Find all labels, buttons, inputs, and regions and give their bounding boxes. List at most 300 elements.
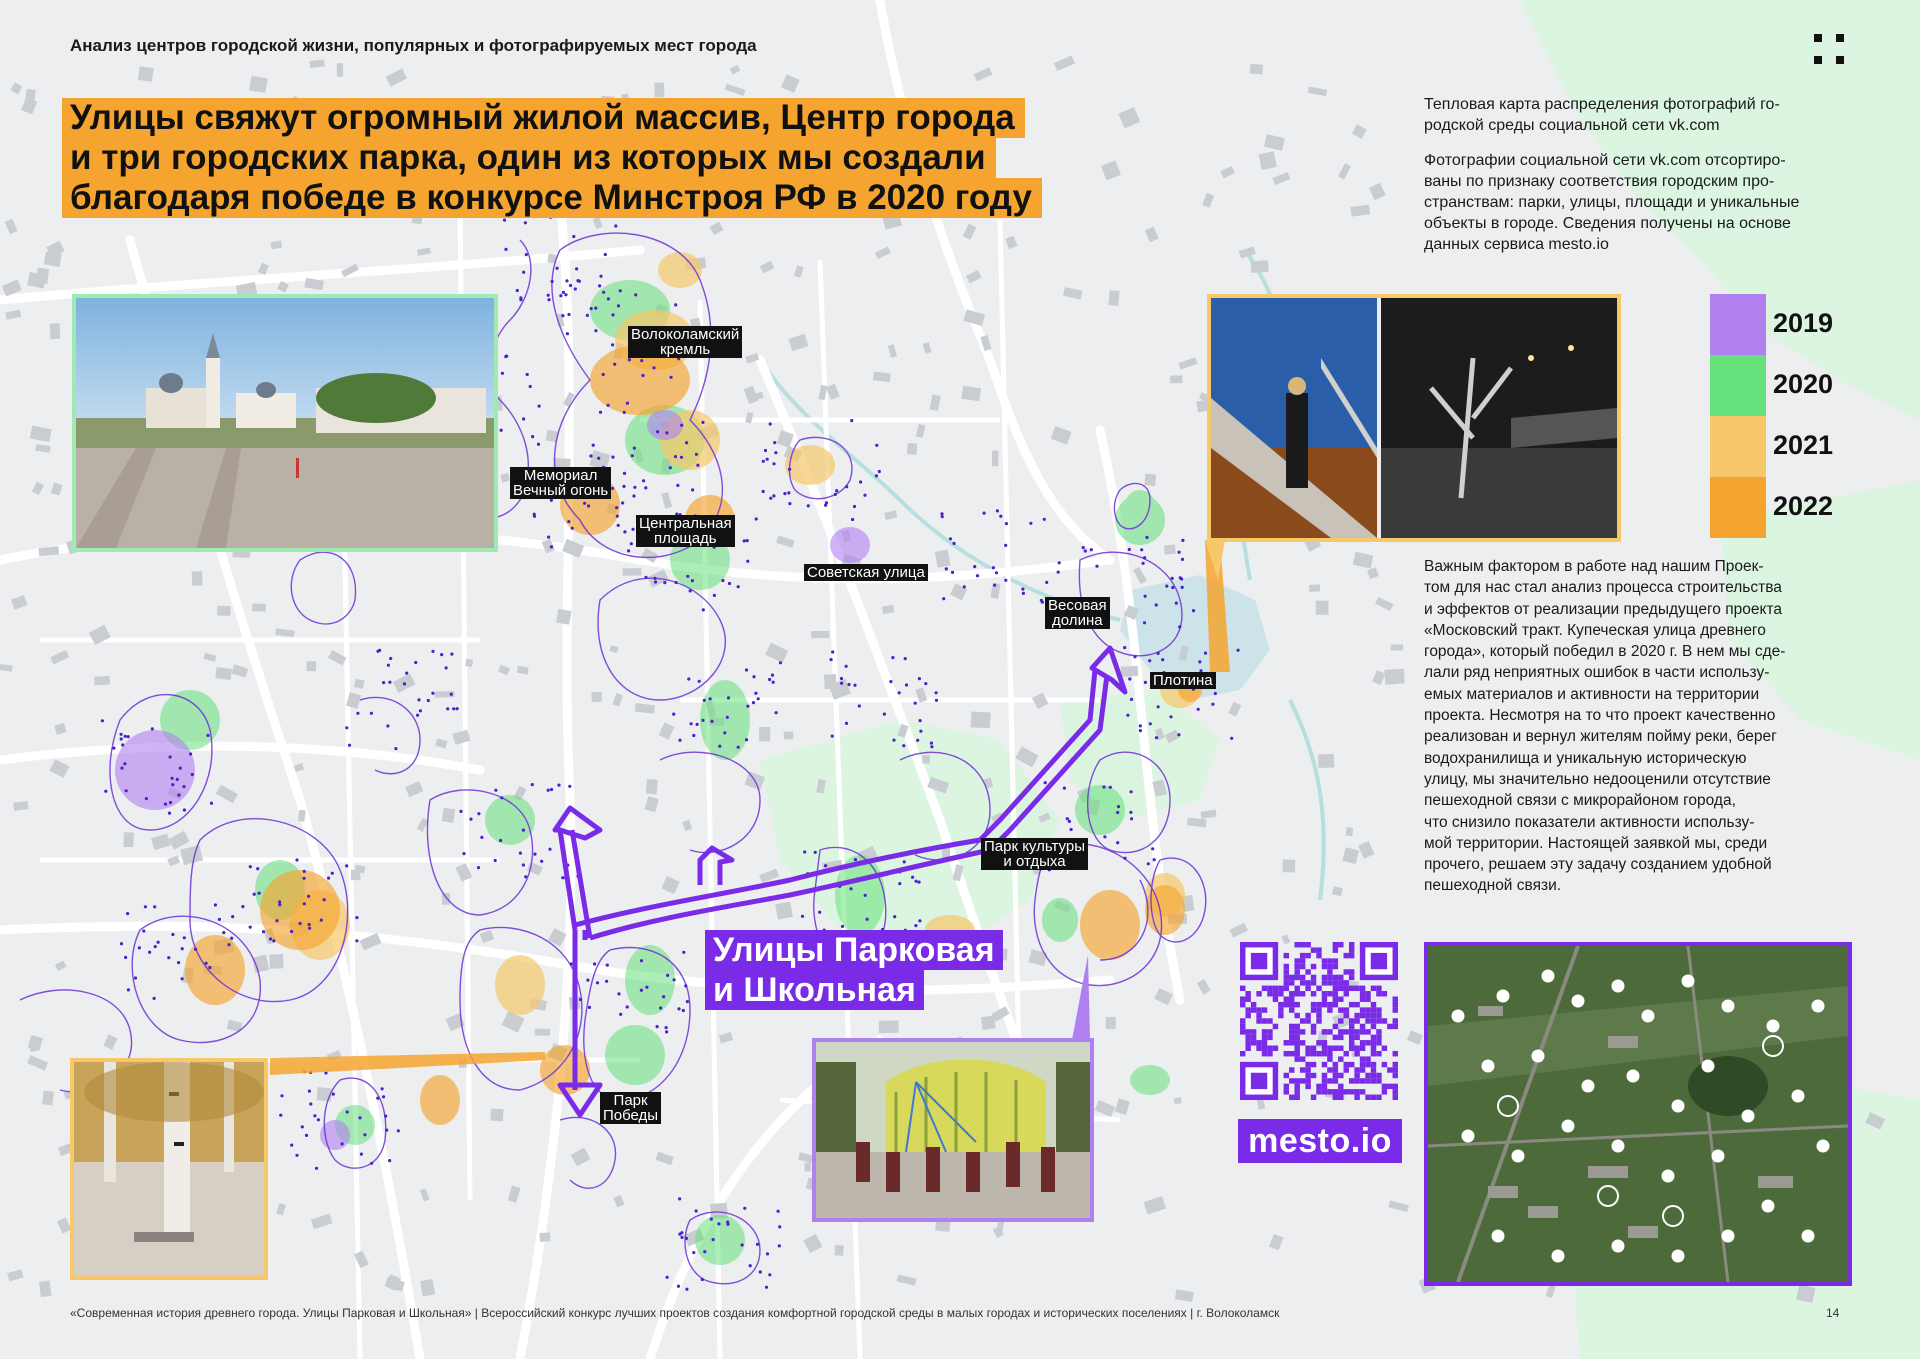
qr-module [1316,1018,1321,1023]
photo-dot [385,1129,388,1132]
photo-dot [633,447,636,450]
qr-module [1240,1024,1245,1029]
photo-dot [561,314,564,317]
qr-module [1305,942,1310,947]
photo-dot [1157,705,1160,708]
photo-birch-trees [70,1058,268,1280]
photo-dot [599,275,602,278]
building [1121,666,1139,677]
qr-module [1267,986,1272,991]
photo-dot [378,649,381,652]
qr-module [1387,1024,1392,1029]
photo-dot [253,893,256,896]
photo-dot [123,762,126,765]
photo-dot [346,1110,349,1113]
qr-module [1349,1018,1354,1023]
photo-dot [1090,548,1093,551]
photo-dot [348,744,351,747]
photo-dot [1178,551,1181,554]
photo-dot [462,852,465,855]
photo-dot [632,494,635,497]
photo-dot [903,860,906,863]
qr-module [1365,1062,1370,1067]
photo-dot [182,785,185,788]
photo-dot [737,585,740,588]
qr-module [1327,991,1332,996]
photo-dot [176,778,179,781]
qr-module [1289,980,1294,985]
qr-module [1365,1056,1370,1061]
photo-dot [561,876,564,879]
qr-module [1360,991,1365,996]
qr-module [1327,980,1332,985]
photo-dot [788,502,791,505]
qr-module [1322,1084,1327,1089]
building [490,1109,503,1122]
qr-module [1311,1073,1316,1078]
building [811,631,829,638]
qr-module [1365,1073,1370,1078]
qr-module [1349,942,1354,947]
photo-dot [818,911,821,914]
photo-dot [272,939,275,942]
photo-dot [914,924,917,927]
photo-dot [849,887,852,890]
photo-dot [663,581,666,584]
photo-dot [370,1162,373,1165]
qr-finder [1251,953,1267,969]
qr-module [1376,1078,1381,1083]
qr-module [1294,975,1299,980]
qr-module [1393,1062,1398,1067]
body-line: проекта. Несмотря на то что проект качественно [1424,707,1776,725]
qr-module [1382,1062,1387,1067]
photo-dot [323,898,326,901]
photo-dot [1181,586,1184,589]
qr-module [1256,1013,1261,1018]
qr-module [1365,996,1370,1001]
page-number: 14 [1826,1306,1840,1320]
building [94,676,110,685]
building [1318,754,1334,768]
photo-dot [769,422,772,425]
photo-dot [177,794,180,797]
photo-dot [628,358,631,361]
qr-module [1289,1007,1294,1012]
photo-dot [689,589,692,592]
photo-dot [570,962,573,965]
photo-dot [680,424,683,427]
qr-module [1338,975,1343,980]
photo-dot [644,486,647,489]
photo-dot [662,995,665,998]
sources-line: ваны по признаку соответствия городским про- [1424,173,1775,190]
photo-dot [858,704,861,707]
map-label-sovetskaya-street [804,564,928,581]
photo-dot [840,677,843,680]
photo-dot [712,1238,715,1241]
qr-module [1305,1067,1310,1072]
photo-dot [1171,586,1174,589]
photo-dot [830,658,833,661]
photo-dot [120,733,123,736]
qr-module [1344,1013,1349,1018]
qr-module [1371,1013,1376,1018]
qr-module [1284,1089,1289,1094]
building [1108,290,1119,306]
photo-dot [504,248,507,251]
photo-dot [120,767,123,770]
qr-module [1365,1018,1370,1023]
photo-dot [641,374,644,377]
qr-module [1333,1024,1338,1029]
qr-module [1393,1007,1398,1012]
sources-line: странствам: парки, улицы, площади и уникальные [1424,194,1800,211]
building [654,83,664,98]
photo-dot [627,549,630,552]
photo-dot [841,925,844,928]
photo-dot [440,653,443,656]
photo-dot [262,930,265,933]
building [1391,645,1403,651]
map-label-central-square [636,515,735,547]
label-line: кремль [660,341,711,358]
photo-dot [772,494,775,497]
photo-dot [456,707,459,710]
photo-dot [824,504,827,507]
photo-dot [1179,576,1182,579]
qr-module [1338,1046,1343,1051]
photo-dot [866,918,869,921]
photo-dot [303,902,306,905]
qr-module [1327,1051,1332,1056]
photo-dot [695,453,698,456]
photo-dot [911,876,914,879]
photo-dot [778,1244,781,1247]
photo-dot [1130,698,1133,701]
qr-module [1311,1062,1316,1067]
photo-dot [1211,703,1214,706]
qr-module [1294,1095,1299,1100]
photo-dot [1147,862,1150,865]
qr-module [1354,1029,1359,1034]
photo-dot [1103,835,1106,838]
photo-dot [280,1094,283,1097]
photo-dot [678,1233,681,1236]
mesto-brand-logo[interactable]: mesto.io [1238,1119,1402,1163]
street-project-title [705,930,1003,1010]
photo-dot [171,777,174,780]
building [646,779,658,794]
photo-dot [726,716,729,719]
building [1282,859,1295,872]
photo-dot [863,494,866,497]
building [759,727,770,741]
qr-module [1300,991,1305,996]
photo-dot [1084,549,1087,552]
qr-module [1349,1089,1354,1094]
photo-dot [524,221,527,224]
photo-dot [919,730,922,733]
qr-module [1360,1046,1365,1051]
qr-module [1262,1051,1267,1056]
photo-dot [548,848,551,851]
photo-dot [1128,677,1131,680]
photo-dot [675,581,678,584]
photo-dot [419,709,422,712]
qr-module [1300,1018,1305,1023]
qr-module [1376,1013,1381,1018]
title-line: Улицы свяжут огромный жилой массив, Центр города [62,98,1025,138]
photo-dot [205,962,208,965]
photo-dot [772,681,775,684]
photo-dot [599,411,602,414]
qr-module [1349,986,1354,991]
qr-module [1360,986,1365,991]
photo-dot [623,411,626,414]
photo-dot [533,513,536,516]
street-title-line: и Школьная [705,970,924,1010]
photo-dot [1155,603,1158,606]
qr-module [1251,1035,1256,1040]
qr-module [1284,1084,1289,1089]
qr-module [1311,947,1316,952]
photo-dot [249,926,252,929]
photo-dot [308,923,311,926]
photo-dot [883,713,886,716]
photo-dot [607,404,610,407]
photo-dot [1123,646,1126,649]
photo-dot [645,986,648,989]
photo-dot [634,293,637,296]
photo-dot [1123,857,1126,860]
photo-dot [622,485,625,488]
photo-dot [640,989,643,992]
qr-module [1338,1056,1343,1061]
photo-dot [230,937,233,940]
photo-dot [169,755,172,758]
photo-dot [1143,621,1146,624]
qr-module [1344,969,1349,974]
qr-module [1251,1040,1256,1045]
photo-dot [787,491,790,494]
photo-dot [1130,817,1133,820]
photo-dot [389,657,392,660]
photo-dot [1143,556,1146,559]
photo-dot [290,1144,293,1147]
qr-module [1300,942,1305,947]
photo-dot [427,699,430,702]
photo-dot [686,1000,689,1003]
photo-dot [181,947,184,950]
qr-module [1371,1067,1376,1072]
photo-dot [941,515,944,518]
qr-module [1338,980,1343,985]
photo-dot [332,1093,335,1096]
photo-dot [992,566,995,569]
map-label-vesovaya-dolina [1045,597,1110,629]
photo-dot [445,666,448,669]
building [442,893,450,905]
qr-module [1376,1018,1381,1023]
qr-module [1278,1013,1283,1018]
qr-module [1300,1078,1305,1083]
qr-module [1387,1067,1392,1072]
photo-dot [769,497,772,500]
photo-dot [1102,785,1105,788]
qr-module [1371,1095,1376,1100]
building [420,1279,435,1296]
photo-dot [227,943,230,946]
photo-dot [737,746,740,749]
qr-module [1300,975,1305,980]
qr-module [1322,975,1327,980]
qr-module [1289,1095,1294,1100]
photo-dot [309,1102,312,1105]
qr-module [1305,969,1310,974]
photo-dot [529,385,532,388]
photo-dot [727,696,730,699]
photo-dot [854,858,857,861]
photo-dot [665,431,668,434]
photo-dot [713,594,716,597]
photo-dot [317,1118,320,1121]
photo-dot [935,691,938,694]
building [124,832,134,847]
photo-dot [557,784,560,787]
photo-dot [831,650,834,653]
photo-dot [665,1026,668,1029]
qr-finder [1251,1073,1267,1089]
qr-module [1371,1046,1376,1051]
qr-module [1267,1035,1272,1040]
qr-module [1262,1046,1267,1051]
photo-dot [686,575,689,578]
photo-dot [327,877,330,880]
photo-dot [101,719,104,722]
photo-dot [431,692,434,695]
building [804,1163,811,1172]
qr-module [1327,1067,1332,1072]
photo-dot [611,343,614,346]
qr-module [1256,1040,1261,1045]
qr-module [1305,1084,1310,1089]
photo-dot [775,711,778,714]
photo-dot [1148,659,1151,662]
qr-module [1316,1084,1321,1089]
photo-dot [905,683,908,686]
photo-dot [179,767,182,770]
qr-module [1360,996,1365,1001]
qr-module [1333,942,1338,947]
photo-dot [949,537,952,540]
qr-module [1305,953,1310,958]
building [138,66,154,82]
photo-dot [698,680,701,683]
photo-dot [524,875,527,878]
photo-dot [670,376,673,379]
photo-dot [768,678,771,681]
building [539,1232,550,1242]
photo-dot [525,253,528,256]
body-line: прочего, решаем эту задачу созданием удобной [1424,856,1772,874]
photo-dot [586,979,589,982]
qr-module [1327,1029,1332,1034]
photo-dot [388,681,391,684]
photo-dot [682,1009,685,1012]
photo-dot [1005,522,1008,525]
qr-module [1245,996,1250,1001]
qr-module [1382,1018,1387,1023]
photo-dot [1142,562,1145,565]
building [1384,669,1404,685]
photo-dot [762,460,765,463]
photo-dot [691,579,694,582]
photo-dot [919,719,922,722]
qr-module [1338,1073,1343,1078]
qr-module [1371,1002,1376,1007]
photo-dot [355,916,358,919]
label-line: площадь [653,530,717,547]
photo-dot [743,1207,746,1210]
qr-module [1376,1007,1381,1012]
photo-dot [519,298,522,301]
photo-dot [167,956,170,959]
photo-dot [1117,805,1120,808]
photo-dot [1197,708,1200,711]
photo-dot [124,735,127,738]
photo-dot [1022,592,1025,595]
qr-code-icon[interactable] [1240,942,1398,1100]
qr-module [1294,986,1299,991]
photo-dot [771,674,774,677]
street-title-line: Улицы Парковая [705,930,1003,970]
label-line: Парк культуры [984,838,1085,855]
photo-dot [278,903,281,906]
photo-dot [678,1197,681,1200]
qr-module [1300,980,1305,985]
qr-module [1240,1051,1245,1056]
legend-swatch [1710,294,1766,355]
photo-dot [382,1095,385,1098]
photo-dot [583,502,586,505]
photo-dot [1068,820,1071,823]
photo-dot [386,724,389,727]
photo-dot [126,912,129,915]
qr-module [1354,986,1359,991]
qr-module [1344,1062,1349,1067]
photo-dot [308,1090,311,1093]
qr-module [1333,980,1338,985]
photo-dot [615,506,618,509]
qr-module [1333,996,1338,1001]
photo-dot [768,1273,771,1276]
building [922,755,930,764]
building [1346,827,1354,836]
photo-dot [494,789,497,792]
qr-module [1300,958,1305,963]
qr-module [1371,1007,1376,1012]
qr-module [1338,1007,1343,1012]
photo-dot [567,520,570,523]
photo-dot [356,712,359,715]
photo-dot [640,959,643,962]
photo-dot [547,536,550,539]
photo-dot [656,430,659,433]
photo-dot [902,744,905,747]
qr-module [1360,1029,1365,1034]
qr-module [1360,1078,1365,1083]
